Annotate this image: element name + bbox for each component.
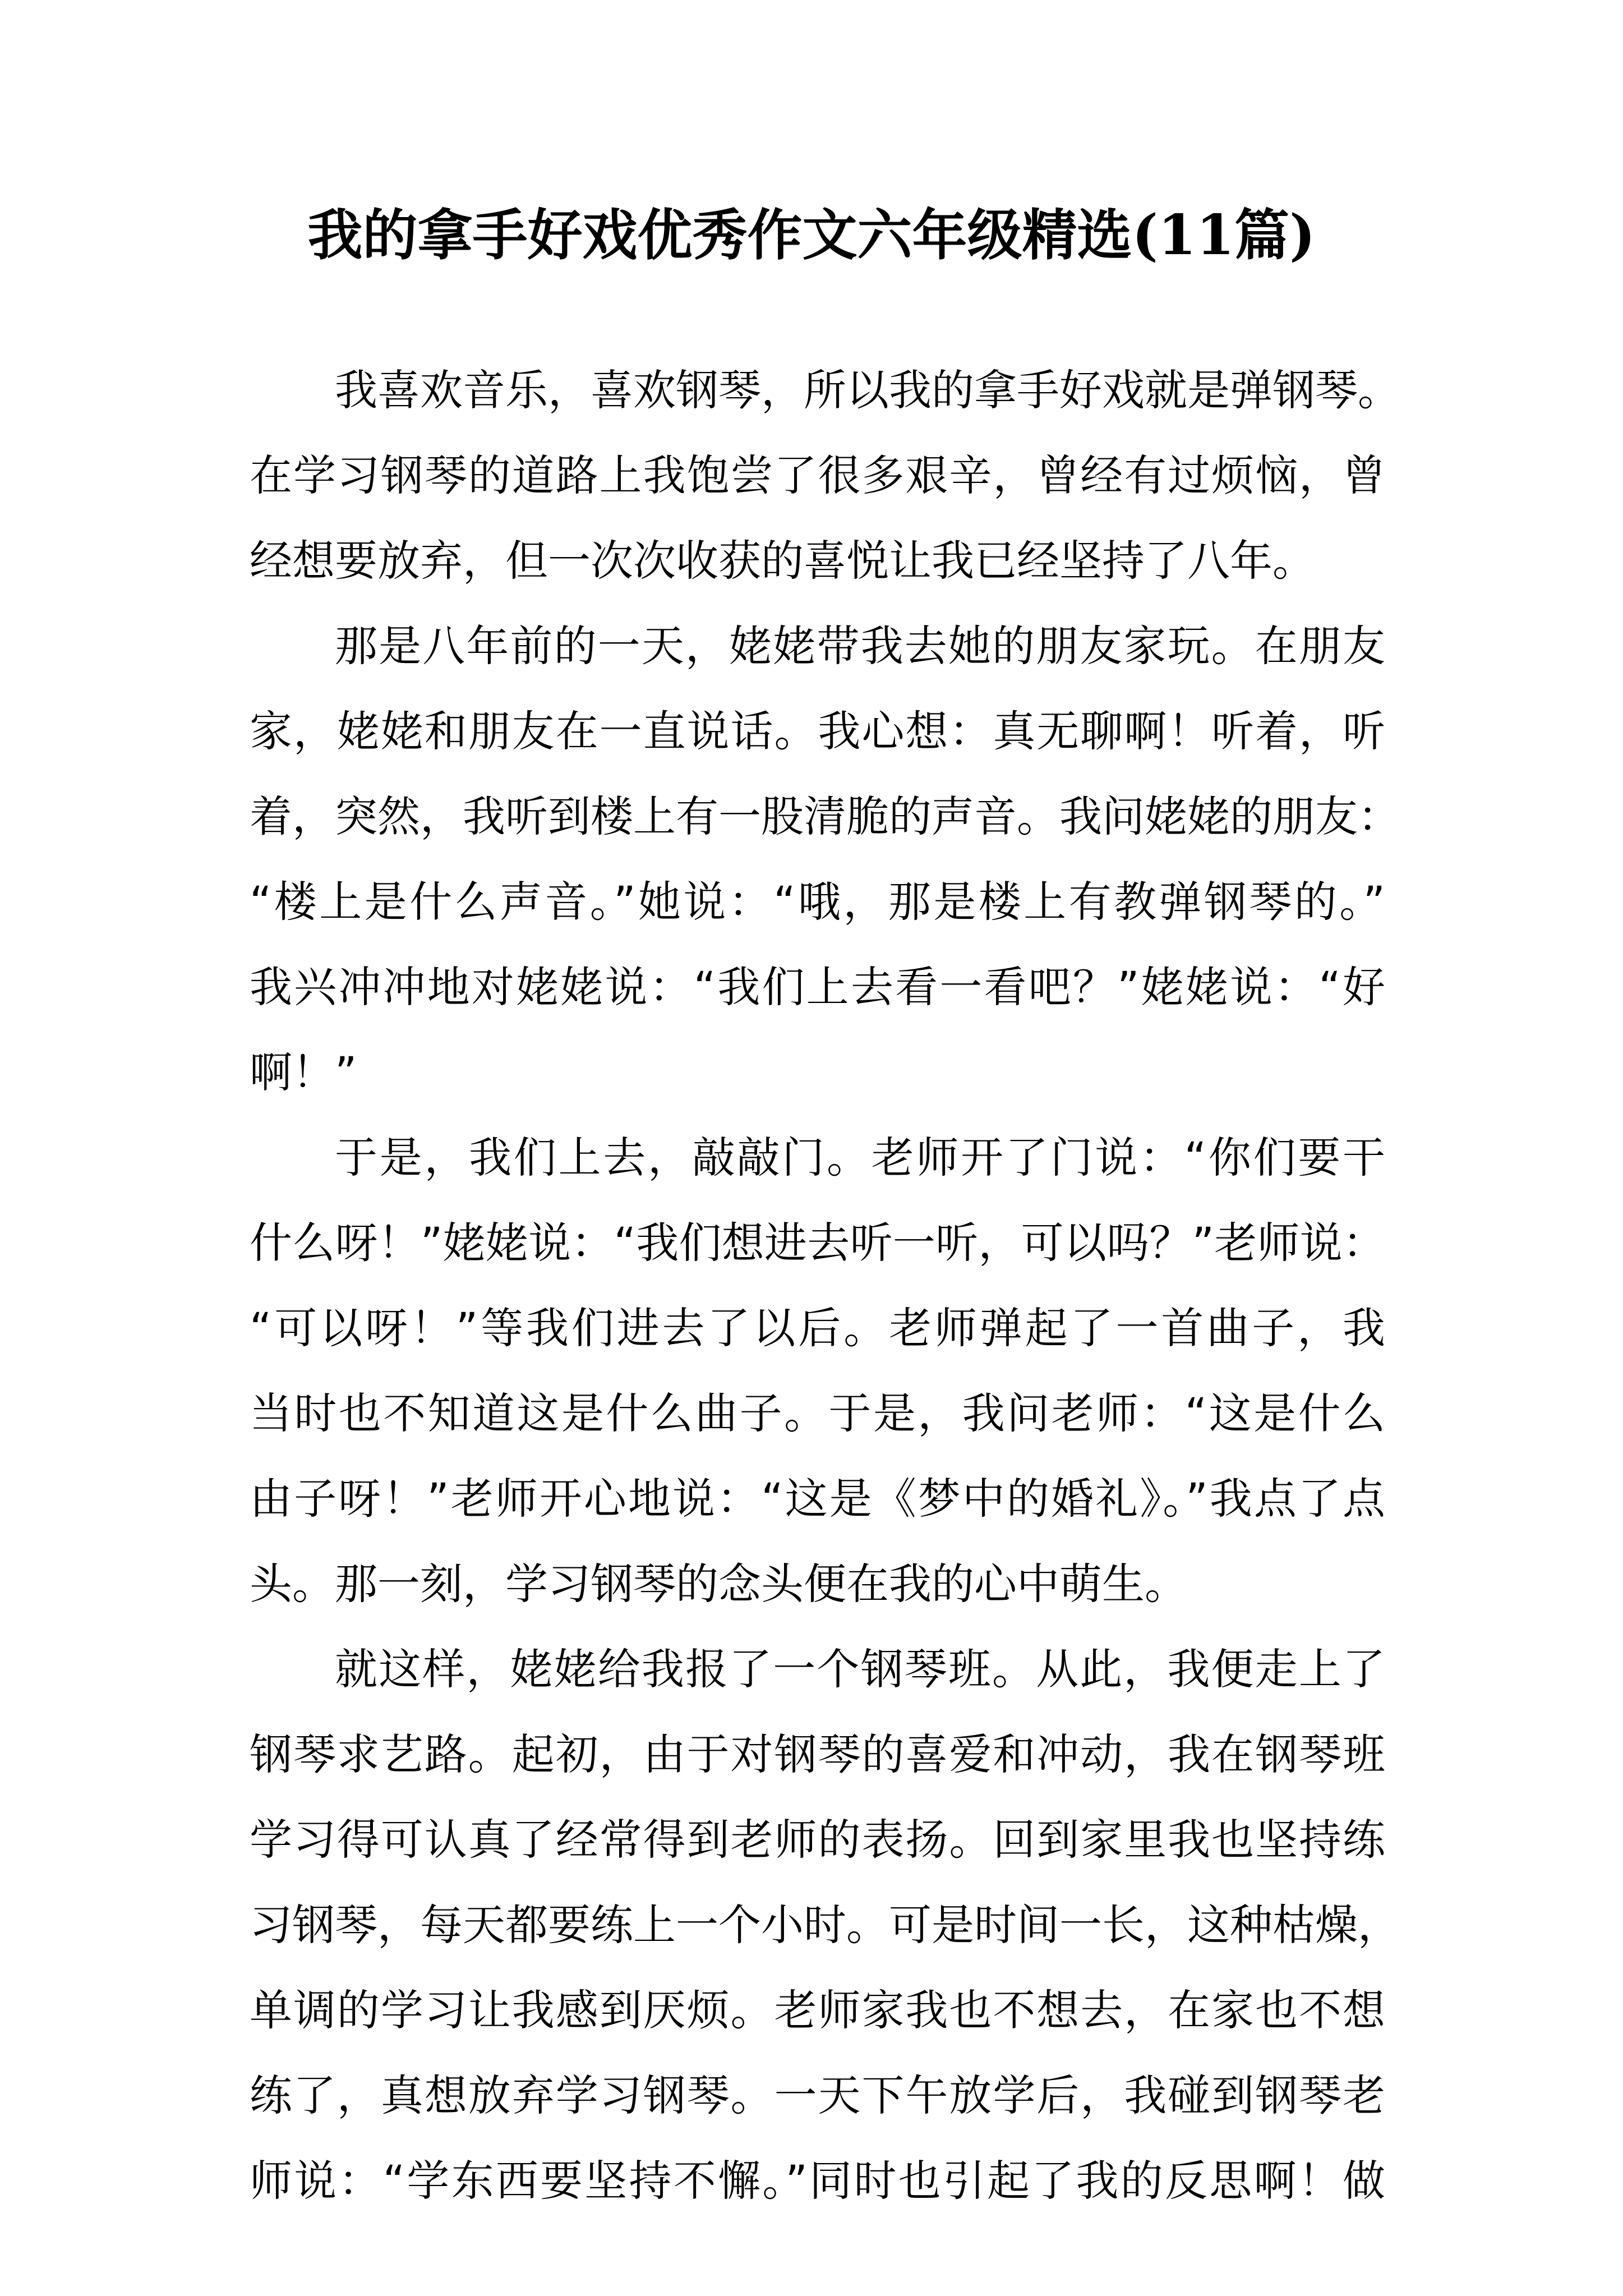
paragraph-4 [250,1627,1400,2224]
paragraph-1 [250,348,1400,604]
text-line: 什么呀！”姥姥说：“我们想进去听一听，可以吗？”老师说： [250,1218,1385,1268]
text-line: 我喜欢音乐，喜欢钢琴，所以我的拿手好戏就是弹钢琴。 [335,365,1400,415]
text-line: 于是，我们上去，敲敲门。老师开了门说：“你们要干 [335,1133,1385,1182]
text-line: 那是八年前的一天，姥姥带我去她的朋友家玩。在朋友 [335,621,1385,671]
text-line: 着，突然，我听到楼上有一股清脆的声音。我问姥姥的朋友： [250,792,1400,841]
text-line: 由子呀！”老师开心地说：“这是《梦中的婚礼》。”我点了点 [250,1474,1385,1524]
text-line: 当时也不知道这是什么曲子。于是，我问老师：“这是什么 [250,1388,1385,1438]
text-line: 就这样，姥姥给我报了一个钢琴班。从此，我便走上了 [335,1644,1385,1694]
text-line: 单调的学习让我感到厌烦。老师家我也不想去，在家也不想 [250,1985,1385,2035]
document-body [250,348,1400,2224]
text-line: 学习得可认真了经常得到老师的表扬。回到家里我也坚持练 [250,1815,1385,1865]
text-line: 在学习钢琴的道路上我饱尝了很多艰辛，曾经有过烦恼，曾 [250,450,1385,500]
text-line: 钢琴求艺路。起初，由于对钢琴的喜爱和冲动，我在钢琴班 [250,1729,1385,1779]
document-title: 我的拿手好戏优秀作文六年级精选(11篇) [307,203,1316,268]
text-line: 啊！” [250,1047,357,1097]
text-line: “楼上是什么声音。”她说：“哦，那是楼上有教弹钢琴的。” [250,877,1385,927]
paragraph-3 [250,1115,1385,1627]
text-line: 家，姥姥和朋友在一直说话。我心想：真无聊啊！听着，听 [250,706,1385,756]
text-line: 习钢琴，每天都要练上一个小时。可是时间一长，这种枯燥， [250,1900,1400,1950]
text-line: 练了，真想放弃学习钢琴。一天下午放学后，我碰到钢琴老 [250,2070,1385,2120]
text-line: 我兴冲冲地对姥姥说：“我们上去看一看吧？”姥姥说：“好 [250,962,1385,1012]
text-line: 师说：“学东西要坚持不懈。”同时也引起了我的反思啊！做 [250,2156,1385,2206]
text-line: “可以呀！”等我们进去了以后。老师弹起了一首曲子，我 [250,1303,1385,1353]
text-line: 头。那一刻，学习钢琴的念头便在我的心中萌生。 [250,1559,1187,1609]
paragraph-2 [250,604,1400,1115]
text-line: 经想要放弃，但一次次收获的喜悦让我已经坚持了八年。 [250,536,1315,586]
